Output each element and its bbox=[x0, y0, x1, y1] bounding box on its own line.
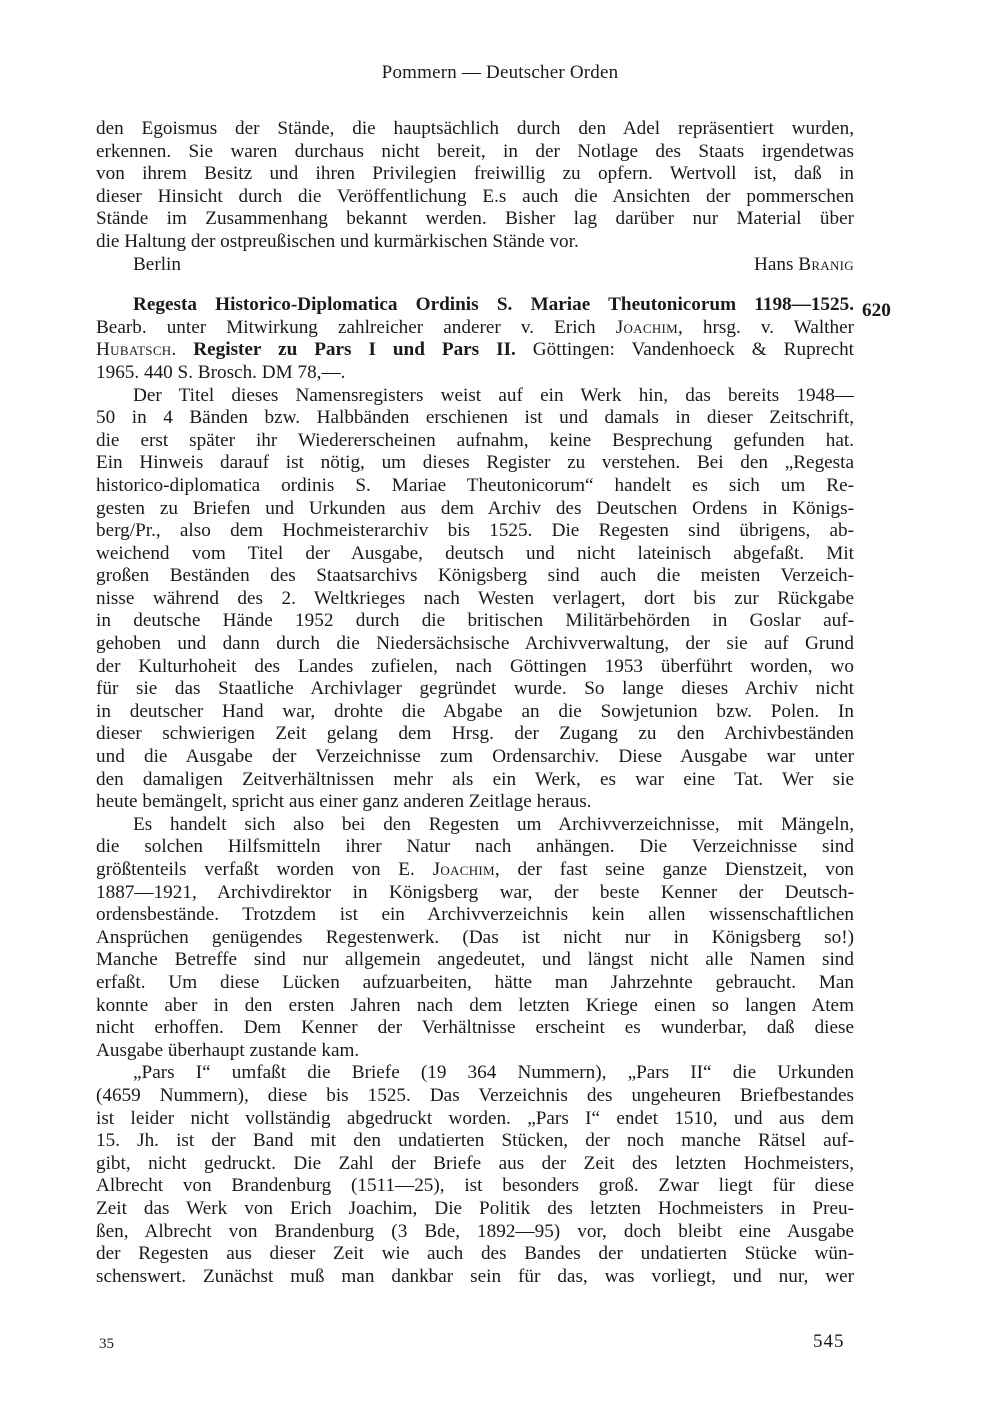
text-line: dieser schwierigen Zeit gelang dem Hrsg. der Zugang zu den Archivbeständen bbox=[96, 723, 854, 745]
text-line: den damaligen Zeitverhältnissen mehr als ein Werk, es war eine Tat. Wer sie bbox=[96, 768, 854, 790]
signature-mark: 35 bbox=[99, 1336, 114, 1352]
text-line: gehoben und dann durch die Niedersächsische Archivverwaltung, der sie auf Grund bbox=[96, 633, 854, 655]
running-header: Pommern — Deutscher Orden bbox=[381, 62, 619, 83]
text-line: weichend vom Titel der Ausgabe, deutsch und nicht lateinisch abgefaßt. Mit bbox=[96, 542, 854, 564]
entry-biblio-line: Hubatsch. Register zu Pars I und Pars II. Göttingen: Vandenhoeck & Ruprecht bbox=[96, 339, 855, 361]
text-line: 15. Jh. ist der Band mit den undatierten Stücken, der noch manche Rätsel auf- bbox=[96, 1130, 854, 1152]
text-line: berg/Pr., also dem Hochmeisterarchiv bis 1525. Die Regesten sind übrigens, ab- bbox=[96, 520, 854, 542]
text-line: der Regesten aus dieser Zeit wie auch des Bandes der undatierten Stücke wün- bbox=[96, 1243, 854, 1265]
text-line: historico-diplomatica ordinis S. Mariae Theutonicorum“ handelt es sich um Re- bbox=[96, 474, 854, 496]
text-line: konnte aber in den ersten Jahren nach dem letzten Kriege einen so langen Atem bbox=[96, 994, 854, 1016]
text-line: von ihrem Besitz und ihren Privilegien freiwillig zu opfern. Wertvoll ist, daß in bbox=[96, 163, 854, 185]
text-line: für sie das Staatliche Archivlager gegründet wurde. So lange dieses Archiv nicht bbox=[96, 678, 854, 700]
text-line: den Egoismus der Stände, die hauptsächlich durch den Adel repräsentiert wurden, bbox=[96, 118, 854, 139]
text-line: gibt, nicht gedruckt. Die Zahl der Briefe aus der Zeit des letzten Hochmeisters, bbox=[96, 1152, 854, 1174]
review-continuation bbox=[96, 118, 854, 276]
text-line: Manche Betreffe sind nur allgemein angedeutet, und längst nicht alle Namen sind bbox=[96, 949, 854, 971]
text-line: Ausgabe überhaupt zustande kam. bbox=[96, 1039, 360, 1061]
text-line: (4659 Nummern), diese bis 1525. Das Verzeichnis des ungeheuren Briefbestandes bbox=[96, 1084, 854, 1106]
text-line: 1887—1921, Archivdirektor in Königsberg war, der beste Kenner der Deutsch- bbox=[96, 881, 854, 903]
text-line: Ein Hinweis darauf ist nötig, um dieses Register zu verstehen. Bei den „Regesta bbox=[96, 452, 854, 474]
text-line: großen Beständen des Staatsarchivs Königsberg sind auch die meisten Verzeich- bbox=[96, 565, 854, 587]
review-paragraph-1 bbox=[96, 385, 854, 814]
text-line: ordensbestände. Trotzdem ist ein Archivverzeichnis kein allen wissenschaftlichen bbox=[96, 904, 854, 926]
text-line: die erst später ihr Wiedererscheinen aufnahm, keine Besprechung gefunden hat. bbox=[96, 429, 854, 451]
text-line: Zeit das Werk von Erich Joachim, Die Politik des letzten Hochmeisters in Preu- bbox=[96, 1197, 854, 1219]
text-line: der Kulturhoheit des Landes zufielen, nach Göttingen 1953 überführt worden, wo bbox=[96, 655, 854, 677]
text-line: Der Titel dieses Namensregisters weist auf ein Werk hin, das bereits 1948— bbox=[133, 384, 854, 406]
text-line: „Pars I“ umfaßt die Briefe (19 364 Nummern), „Pars II“ die Urkunden bbox=[133, 1062, 854, 1084]
page-number: 545 bbox=[813, 1331, 845, 1352]
reviewer-name: Hans Branig bbox=[754, 253, 854, 275]
text-line: in deutsche Hände 1952 durch die britischen Militärbehörden in Goslar auf- bbox=[96, 610, 854, 632]
text-line: die Haltung der ostpreußischen und kurmärkischen Stände vor. bbox=[96, 230, 579, 252]
text-line: 50 in 4 Bänden bzw. Halbbänden erschienen ist und damals in dieser Zeitschrift, bbox=[96, 407, 854, 429]
text-line: nicht erhoffen. Dem Kenner der Verhältnisse erscheint es wunderbar, daß diese bbox=[96, 1017, 854, 1039]
entry-biblio-line: Bearb. unter Mitwirkung zahlreicher anderer v. Erich Joachim, hrsg. v. Walther bbox=[96, 316, 854, 338]
text-line: Albrecht von Brandenburg (1511—25), ist besonders groß. Zwar liegt für diese bbox=[96, 1175, 854, 1197]
text-line: dieser Hinsicht durch die Veröffentlichung E.s auch die Ansichten der pommerschen bbox=[96, 185, 854, 207]
review-signature bbox=[96, 254, 854, 277]
review-paragraph-3 bbox=[96, 1062, 854, 1288]
text-line: heute bemängelt, spricht aus einer ganz anderen Zeitlage heraus. bbox=[96, 791, 592, 813]
text-line: in deutscher Hand war, drohte die Abgabe an die Sowjetunion bzw. Polen. In bbox=[96, 700, 854, 722]
text-line: nisse während des 2. Weltkrieges nach Westen verlagert, dort bis zur Rückgabe bbox=[96, 587, 854, 609]
page-body bbox=[96, 118, 854, 1288]
text-line: gesten zu Briefen und Urkunden aus dem Archiv des Deutschen Ordens in Königs- bbox=[96, 497, 854, 519]
text-line: Stände im Zusammenhang bekannt werden. Bisher lag darüber nur Material über bbox=[96, 208, 854, 230]
entry-biblio-line: 1965. 440 S. Brosch. DM 78,—. bbox=[96, 361, 346, 383]
bibliographic-entry bbox=[96, 294, 854, 384]
text-line: ßen, Albrecht von Brandenburg (3 Bde, 1892—95) vor, doch bleibt eine Ausgabe bbox=[96, 1220, 854, 1242]
text-line: Ansprüchen genügendes Regestenwerk. (Das ist nicht nur in Königsberg so!) bbox=[96, 926, 854, 948]
text-line: Es handelt sich also bei den Regesten um Archivverzeichnisse, mit Mängeln, bbox=[133, 813, 854, 835]
text-line: erkennen. Sie waren durchaus nicht bereit, in der Notlage des Staats irgendetwas bbox=[96, 140, 854, 162]
text-line: und die Ausgabe der Verzeichnisse zum Ordensarchiv. Diese Ausgabe war unter bbox=[96, 746, 854, 768]
text-line: die solchen Hilfsmitteln ihrer Natur nach anhängen. Die Verzeichnisse sind bbox=[96, 836, 854, 858]
text-line: schenswert. Zunächst muß man dankbar sein für das, was vorliegt, und nur, wer bbox=[96, 1265, 854, 1287]
text-line: größtenteils verfaßt worden von E. Joachim, der fast seine ganze Dienstzeit, von bbox=[96, 859, 855, 880]
review-paragraph-2 bbox=[96, 814, 854, 1063]
review-place: Berlin bbox=[133, 253, 181, 275]
text-line: erfaßt. Um diese Lücken aufzuarbeiten, hätte man Jahrzehnte gebraucht. Man bbox=[96, 971, 854, 993]
entry-title: Regesta Historico-Diplomatica Ordinis S. Mariae Theutonicorum 1198—1525. bbox=[133, 294, 854, 316]
entry-number: 620 bbox=[862, 300, 891, 321]
text-line: ist leider nicht vollständig abgedruckt worden. „Pars I“ endet 1510, und aus dem bbox=[96, 1107, 854, 1129]
